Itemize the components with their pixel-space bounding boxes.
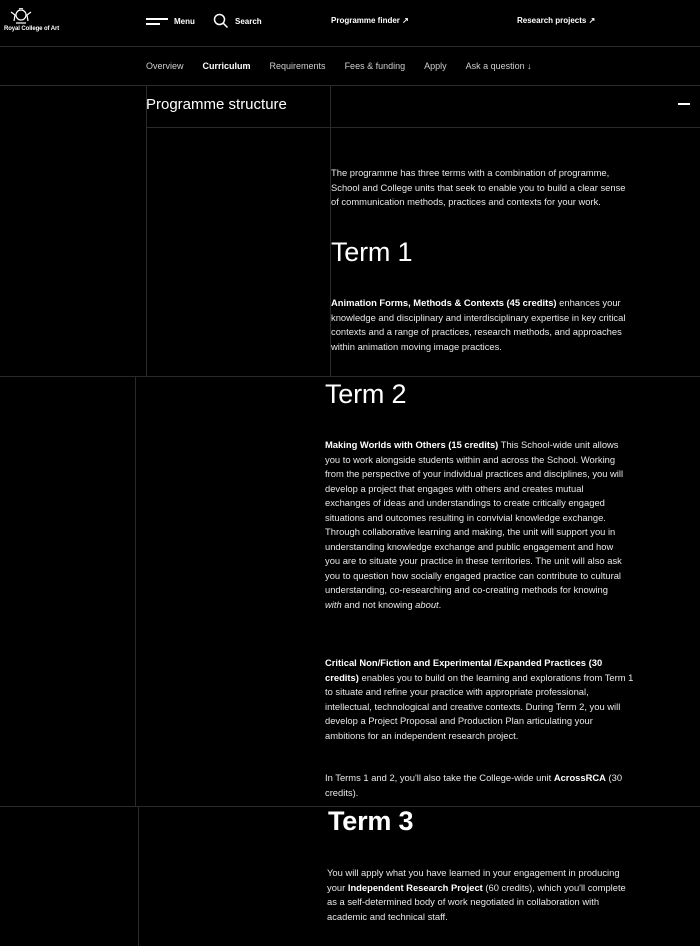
menu-label: Menu bbox=[174, 16, 195, 26]
search-icon bbox=[213, 13, 229, 29]
programme-finder-link[interactable]: Programme finder ↗ bbox=[331, 16, 409, 25]
subnav bbox=[146, 61, 551, 71]
tab-apply[interactable]: Apply bbox=[424, 61, 447, 71]
header-divider bbox=[0, 46, 700, 47]
crest-icon bbox=[8, 8, 34, 26]
term-2-unit-2-description: enables you to build on the learning and explorations from Term 1 to situate and refine your practice with appropriate professional, intellectual, technological and creative contexts. During Term 2, you will develop a Project Proposal and Production Plan articulating your ambitions for an independent research project. bbox=[325, 671, 634, 741]
emphasis-about: about bbox=[415, 598, 439, 610]
tab-requirements[interactable]: Requirements bbox=[269, 61, 326, 71]
term-2-unit-1-description: This School-wide unit allows you to work alongside students within and across the School. Working from the perspective of your individual practices and disciplines, you will develop a project that engages with others and creates mutual exchanges of ideas and understandings to create critically engaged situations and outcomes resulting in convivial knowledge exchange. Through collaborative learning and making, the unit will support you in understanding knowledge exchange and public engagement and how you are to situate your practice in these territories. The unit will also ask you to question how socially engaged practice can contribute to cultural understanding, co-researching and co-creating methods for knowing bbox=[325, 439, 624, 595]
section-divider bbox=[146, 127, 700, 128]
tab-ask-a-question[interactable]: Ask a question ↓ bbox=[465, 61, 532, 71]
term-2-college-unit-text bbox=[325, 771, 625, 800]
term-2-unit-1-description-b: and not knowing bbox=[341, 598, 416, 610]
tab-overview[interactable]: Overview bbox=[146, 61, 184, 71]
independent-research-project-unit: Independent Research Project bbox=[347, 881, 483, 893]
search-button[interactable] bbox=[213, 13, 262, 29]
menu-icon bbox=[146, 15, 168, 27]
column-line-4 bbox=[138, 806, 139, 946]
term-2-college-unit-lead: In Terms 1 and 2, you'll also take the College-wide unit bbox=[325, 772, 554, 783]
term-divider-1 bbox=[0, 376, 700, 377]
section-title: Programme structure bbox=[146, 96, 287, 113]
term-3-description-a: You will apply what you have learned in your engagement in producing your bbox=[327, 867, 620, 893]
term-2-unit-2: Critical Non/Fiction and Experimental /Expanded Practices (30 credits) bbox=[325, 657, 603, 683]
term-2-unit-2-text bbox=[325, 656, 635, 743]
tab-fees-funding[interactable]: Fees & funding bbox=[344, 61, 406, 71]
column-line-3 bbox=[135, 376, 136, 806]
research-projects-link[interactable]: Research projects ↗ bbox=[517, 16, 596, 25]
acrossrca-unit: AcrossRCA bbox=[553, 772, 606, 783]
term-2-heading: Term 2 bbox=[325, 379, 407, 409]
search-label: Search bbox=[235, 16, 262, 26]
subnav-divider bbox=[0, 85, 700, 86]
intro-text: The programme has three terms with a combination of programme, School and College units that seek to enable you to build a clear sense of communication methods, practices and contexts for your work. bbox=[331, 167, 626, 207]
term-3-text bbox=[327, 866, 627, 924]
rca-logo[interactable] bbox=[6, 8, 36, 26]
term-2-unit-1: Making Worlds with Others (15 credits) bbox=[325, 439, 499, 450]
term-2-college-unit-credits: (30 credits). bbox=[325, 772, 623, 798]
term-1-description: enhances your knowledge and disciplinary and interdisciplinary expertise in key critical contexts and a range of practices, research methods, and approaches within animation moving image practices. bbox=[331, 297, 626, 352]
tab-curriculum[interactable]: Curriculum bbox=[202, 61, 251, 71]
term-1-heading: Term 1 bbox=[331, 237, 413, 267]
column-line-1 bbox=[146, 85, 147, 376]
emphasis-with: with bbox=[325, 598, 342, 610]
term-1-text bbox=[331, 296, 633, 354]
collapse-icon[interactable] bbox=[678, 103, 690, 105]
term-1-unit: Animation Forms, Methods & Contexts (45 credits) bbox=[331, 297, 557, 308]
menu-button[interactable] bbox=[146, 14, 195, 28]
logo-text: Royal College of Art bbox=[4, 26, 60, 32]
term-3-description-b: (60 credits), which you'll complete as a self-determined body of work negotiated in collaboration with academic and technical staff. bbox=[327, 881, 626, 922]
term-2-unit-1-text bbox=[325, 438, 627, 612]
term-3-heading: Term 3 bbox=[328, 806, 414, 836]
term-2-unit-1-description-c: . bbox=[438, 598, 442, 610]
